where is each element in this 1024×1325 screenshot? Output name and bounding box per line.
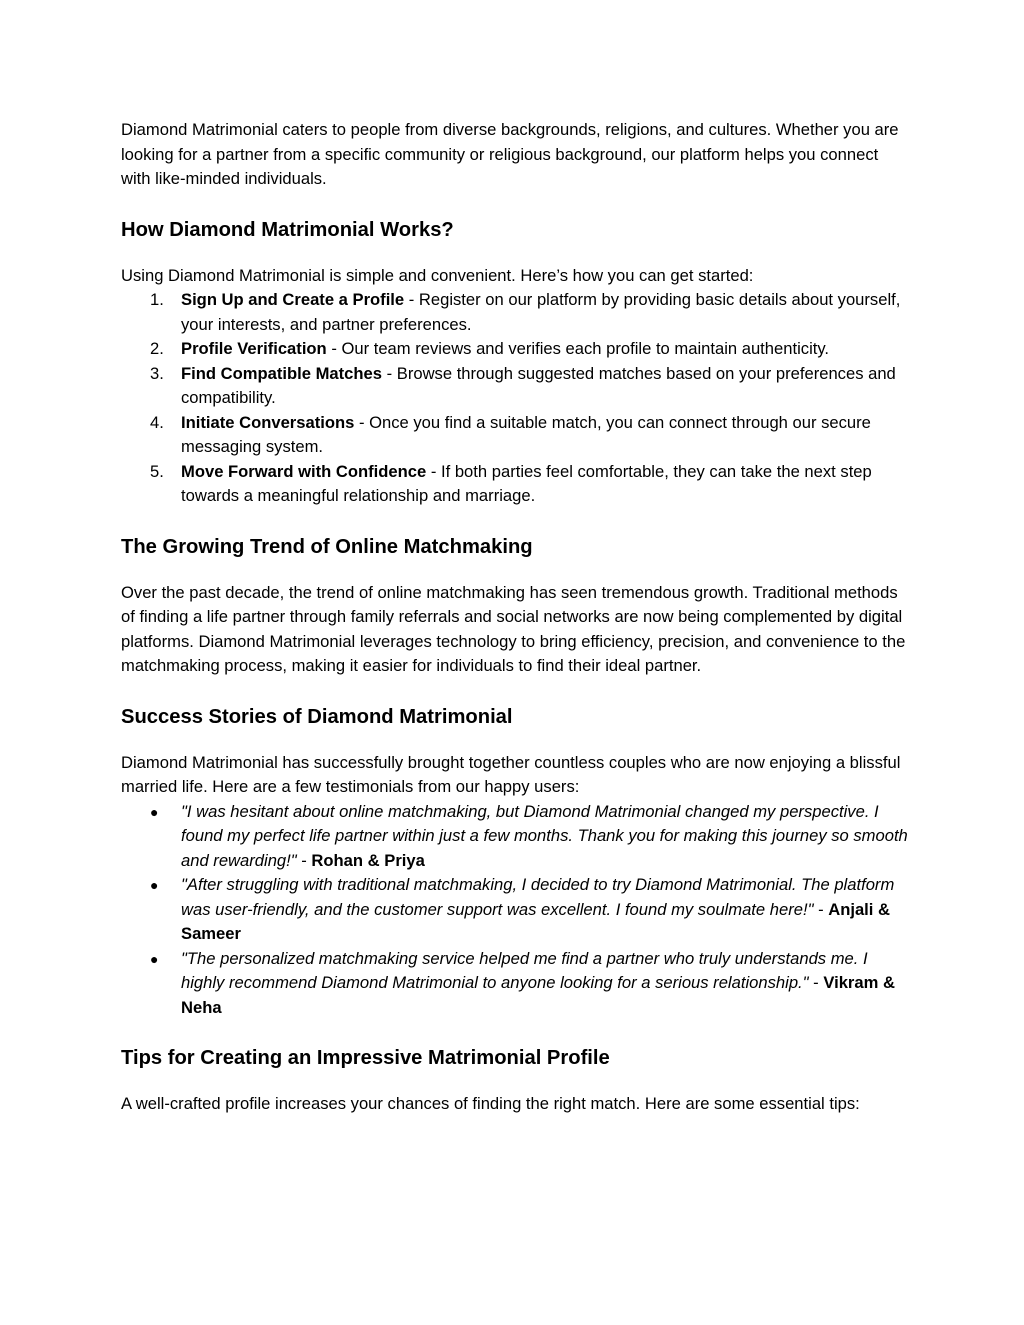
step-text: - Browse through suggested matches based on your preferences and compatibility. <box>181 363 896 407</box>
testimonial-couple: Anjali & Sameer <box>181 899 890 943</box>
list-item <box>121 800 911 874</box>
testimonial-quote: "After struggling with traditional matchmaking, I decided to try Diamond Matrimonial. The platform was user-friendly, and the customer support was excellent. I found my soulmate here!" <box>181 875 895 919</box>
list-item <box>121 873 911 947</box>
step-title: Find Compatible Matches <box>181 363 382 383</box>
bullet-icon: ● <box>150 950 159 967</box>
step-title: Profile Verification <box>181 339 327 358</box>
list-number: 4. <box>150 412 164 432</box>
step-title: Sign Up and Create a Profile <box>181 290 405 309</box>
bullet-icon: ● <box>150 803 159 820</box>
step-text: - Register on our platform by providing basic details about yourself, your interests, and partner preferences. <box>181 290 901 334</box>
success-heading: Success Stories of Diamond Matrimonial <box>121 705 513 728</box>
step-text: - If both parties feel comfortable, they can take the next step towards a meaningful relationship and marriage. <box>181 461 872 505</box>
document-page <box>121 118 911 1117</box>
tips-heading: Tips for Creating an Impressive Matrimonial Profile <box>121 1047 610 1069</box>
how-it-works-heading: How Diamond Matrimonial Works? <box>121 218 454 241</box>
testimonial-separator: - <box>813 899 829 919</box>
testimonial-separator: - <box>296 850 312 870</box>
testimonial-quote: "The personalized matchmaking service helped me find a partner who truly understands me. I highly recommend Diamond Matrimonial to anyone looking for a serious relationship." <box>181 948 868 992</box>
step-title: Initiate Conversations <box>181 412 355 432</box>
intro-paragraph: Diamond Matrimonial caters to people from diverse backgrounds, religions, and cultures. Whether you are looking for a partner from a specific community or religious background, our platform helps you connect with like-minded individuals. <box>121 120 899 188</box>
list-item <box>121 460 911 509</box>
testimonial-couple: Vikram & Neha <box>181 973 895 1017</box>
step-text: - Our team reviews and verifies each profile to maintain authenticity. <box>326 339 830 358</box>
success-intro: Diamond Matrimonial has successfully brought together countless couples who are now enjoying a blissful married life. Here are a few testimonials from our happy users: <box>121 752 901 796</box>
trend-paragraph: Over the past decade, the trend of online matchmaking has seen tremendous growth. Traditional methods of finding a life partner through family referrals and social networks are now being complemented by digital platforms. Diamond Matrimonial leverages technology to bring efficiency, precision, and convenience to the matchmaking process, making it easier for individuals to find their ideal partner. <box>121 582 906 675</box>
how-it-works-intro: Using Diamond Matrimonial is simple and convenient. Here’s how you can get started: <box>121 265 754 285</box>
list-item <box>121 337 911 362</box>
list-item <box>121 288 911 337</box>
bullet-icon: ● <box>150 877 159 893</box>
trend-heading: The Growing Trend of Online Matchmaking <box>121 535 533 558</box>
testimonial-couple: Rohan & Priya <box>311 850 425 870</box>
list-number: 2. <box>150 339 164 358</box>
list-number: 3. <box>150 363 164 383</box>
step-text: - Once you find a suitable match, you can connect through our secure messaging system. <box>181 412 871 456</box>
testimonials-list <box>121 800 911 1021</box>
list-item <box>121 362 911 411</box>
step-title: Move Forward with Confidence <box>181 461 427 481</box>
list-item <box>121 411 911 460</box>
tips-intro: A well-crafted profile increases your chances of finding the right match. Here are some essential tips: <box>121 1094 860 1113</box>
list-number: 1. <box>150 290 164 309</box>
list-number: 5. <box>150 461 164 481</box>
testimonial-quote: "I was hesitant about online matchmaking, but Diamond Matrimonial changed my perspective. I found my perfect life partner within just a few months. Thank you for making this journey so smooth and rewarding!" <box>181 801 908 870</box>
steps-list <box>121 288 911 509</box>
list-item <box>121 947 911 1021</box>
testimonial-separator: - <box>808 973 824 992</box>
